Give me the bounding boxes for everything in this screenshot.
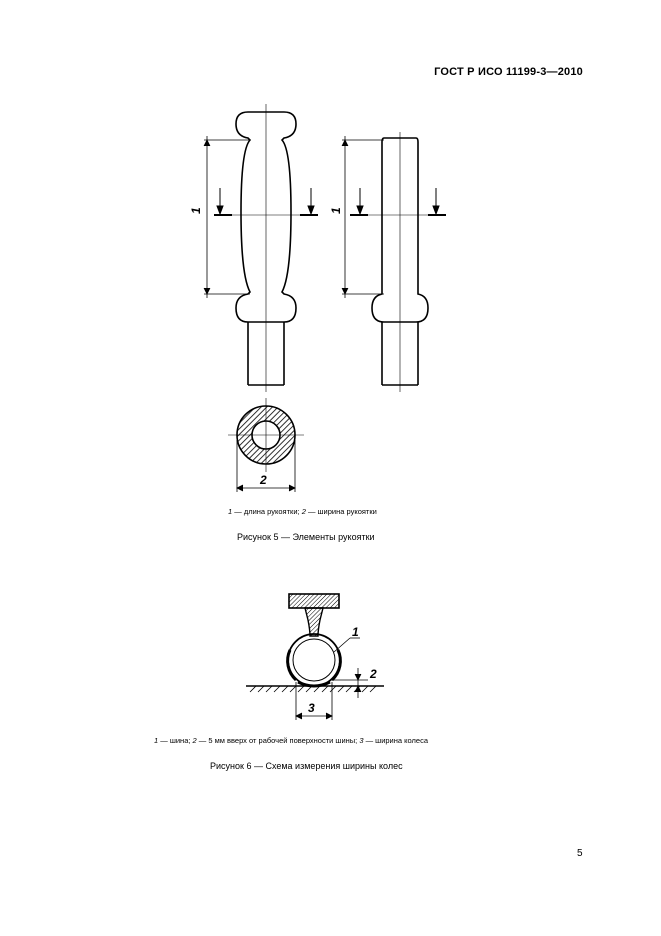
wheel [288,634,341,686]
dimension-length-right [342,136,384,298]
label-height: 2 [370,667,377,681]
section-arrows-left [217,188,314,214]
label-width-section: 2 [260,473,267,487]
figure-6-drawing [0,580,661,730]
legend6-num-3: 3 [359,736,364,745]
figure-6-legend [154,736,428,745]
page-number: 5 [577,848,583,859]
legend6-text-1: — шина; [158,736,193,745]
label-wheel-width: 3 [308,701,315,715]
legend-num-2: 2 [301,507,306,516]
straight-handle [350,132,446,392]
figure-5-title: Рисунок 5 — Элементы рукоятки [237,532,375,542]
label-tyre: 1 [352,625,359,639]
standard-header: ГОСТ Р ИСО 11199-3—2010 [434,66,583,78]
section-arrows-right [357,188,439,214]
figure-6-title: Рисунок 6 — Схема измерения ширины колес [210,761,403,771]
handle-cross-section [228,398,304,472]
legend6-text-2: — 5 мм вверх от рабочей поверхности шины; [196,736,360,745]
label-length-right: 1 [329,207,343,214]
label-length-left: 1 [189,207,203,214]
legend6-num-1: 1 [154,736,159,745]
wheel-fork [289,594,339,636]
legend-num-1: 1 [228,507,233,516]
legend6-text-3: — ширина колеса [363,736,428,745]
legend-text-1: — длина рукоятки; [232,507,302,516]
legend6-num-2: 2 [192,736,197,745]
legend-text-2: — ширина рукоятки [305,507,377,516]
figure-5-legend [228,507,377,516]
shaped-handle [214,104,318,392]
dimension-height [330,668,368,698]
